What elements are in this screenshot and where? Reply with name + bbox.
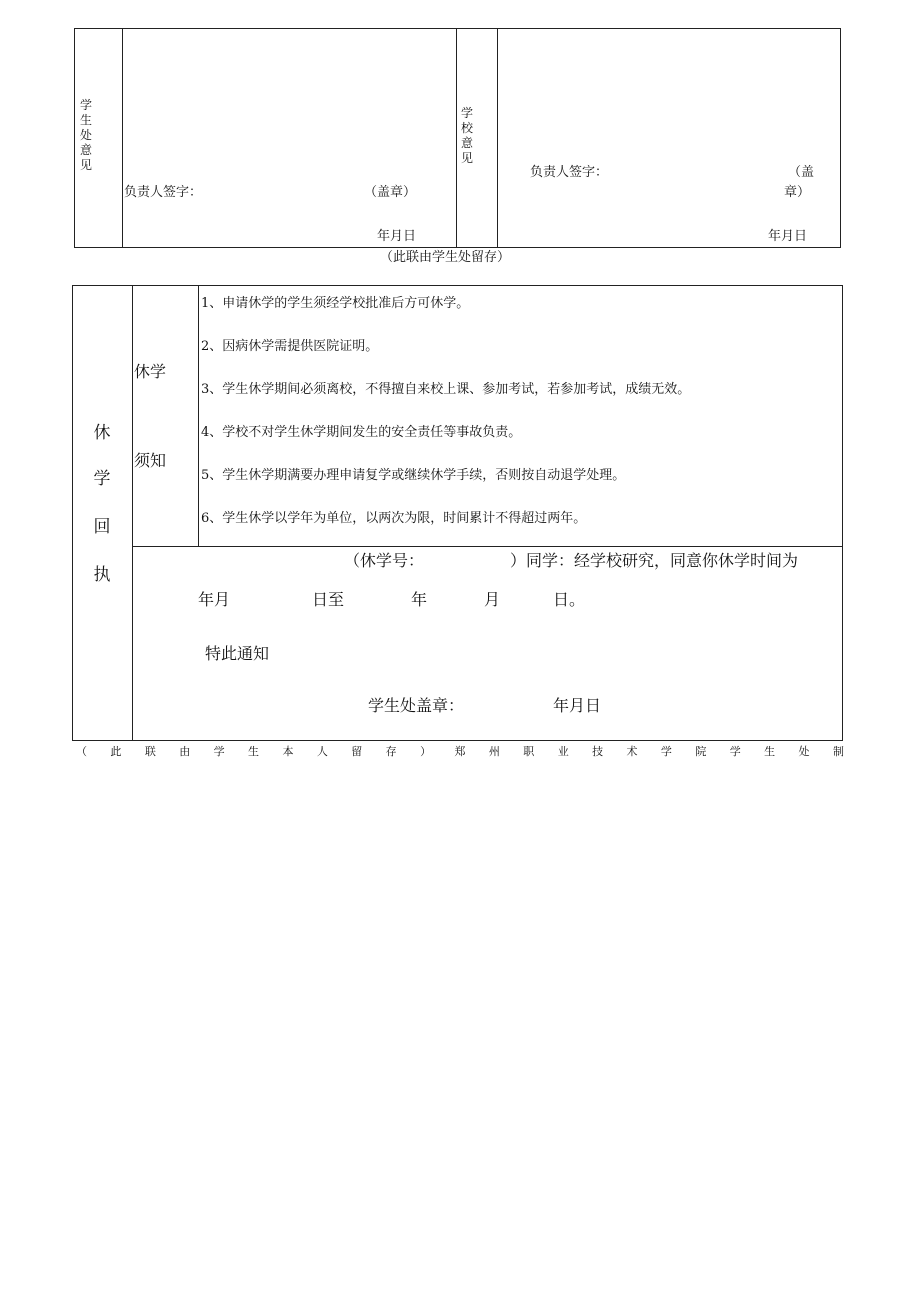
receipt-side-char-2: 学: [93, 469, 111, 489]
receipt-border-left: [72, 285, 73, 741]
left-seal-label: （盖章）: [364, 185, 417, 200]
footer-char: 学: [660, 745, 672, 758]
receipt-side-char-3: 回: [93, 517, 111, 537]
footer-char: 人: [316, 745, 328, 758]
footer-char: （: [76, 745, 87, 758]
receipt-footer-note: [76, 745, 844, 758]
footer-char: 留: [351, 745, 363, 758]
footer-char: 本: [282, 745, 294, 758]
footer-char: 处: [798, 745, 810, 758]
receipt-border-bottom: [72, 740, 843, 741]
footer-char: 学: [729, 745, 741, 758]
receipt-divider-side: [132, 285, 133, 741]
seal-date: 年月日: [553, 696, 602, 715]
notice-label-line-1: 休学: [134, 362, 167, 381]
top-table-border-left: [74, 28, 75, 248]
date-month: 月: [484, 590, 501, 609]
footer-char: 郑: [454, 745, 466, 758]
rule-item: 6、学生休学以学年为单位，以两次为限，时间累计不得超过两年。: [201, 511, 587, 526]
footer-char: 联: [144, 745, 156, 758]
top-copy-note: （此联由学生处留存）: [380, 250, 511, 265]
notice-label-line-2: 须知: [134, 451, 167, 470]
school-opinion-label: 学校意见: [460, 106, 473, 165]
rule-item: 5、学生休学期满要办理申请复学或继续休学手续，否则按自动退学处理。: [201, 468, 626, 483]
footer-char: 业: [557, 745, 569, 758]
footer-char: 学: [213, 745, 225, 758]
rule-item: 1、申请休学的学生须经学校批准后方可休学。: [201, 296, 470, 311]
receipt-divider-notice: [198, 285, 199, 547]
receipt-border-top: [72, 285, 843, 286]
footer-char: 生: [248, 745, 260, 758]
notice-text: 特此通知: [205, 644, 270, 663]
top-table-divider-1: [122, 28, 123, 248]
top-table-border-top: [74, 28, 841, 29]
receipt-border-right: [842, 285, 843, 741]
right-seal-label-2: 章）: [784, 185, 811, 200]
left-signature-label: 负责人签字：: [124, 185, 203, 200]
footer-char: 技: [592, 745, 604, 758]
footer-char: 存: [385, 745, 397, 758]
rule-item: 4、学校不对学生休学期间发生的安全责任等事故负责。: [201, 425, 522, 440]
left-date-label: 年月日: [377, 229, 417, 244]
receipt-divider-reply: [132, 546, 843, 547]
footer-char: ）: [420, 745, 432, 758]
date-year: 年: [411, 590, 428, 609]
footer-char: 院: [695, 745, 707, 758]
reply-student-number: （休学号：: [344, 551, 425, 570]
footer-char: 制: [832, 745, 844, 758]
seal-label: 学生处盖章：: [368, 696, 465, 715]
right-date-label: 年月日: [768, 229, 808, 244]
date-year-month: 年月: [198, 590, 231, 609]
footer-char: 由: [179, 745, 191, 758]
footer-char: 此: [110, 745, 122, 758]
rule-item: 2、因病休学需提供医院证明。: [201, 339, 379, 354]
top-table-border-bottom: [74, 247, 841, 248]
footer-char: 术: [626, 745, 638, 758]
date-day: 日。: [553, 590, 586, 609]
receipt-side-char-4: 执: [93, 565, 111, 585]
footer-char: 职: [523, 745, 535, 758]
footer-char: 生: [764, 745, 776, 758]
date-day-to: 日至: [312, 590, 345, 609]
right-signature-label: 负责人签字：: [530, 165, 609, 180]
top-table-border-right: [840, 28, 841, 248]
rule-item: 3、学生休学期间必须离校，不得擅自来校上课、参加考试，若参加考试，成绩无效。: [201, 382, 691, 397]
right-seal-label-1: （盖: [788, 165, 815, 180]
footer-char: 州: [488, 745, 500, 758]
top-table-divider-3: [497, 28, 498, 248]
reply-approval-text: ）同学：经学校研究，同意你休学时间为: [510, 551, 799, 570]
top-table-divider-2: [456, 28, 457, 248]
receipt-side-char-1: 休: [93, 423, 111, 443]
student-office-opinion-label: 学生处意见: [79, 98, 92, 172]
